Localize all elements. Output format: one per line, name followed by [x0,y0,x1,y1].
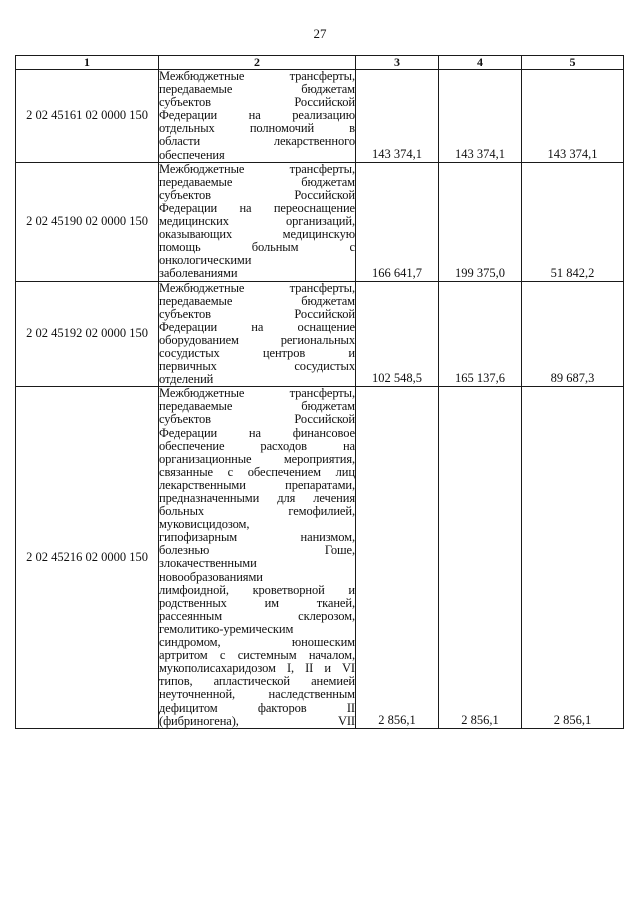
description-line: родственных им тканей, [159,595,355,610]
table-row [16,281,624,387]
amount-v3: 143 374,1 [356,70,439,163]
column-header: 2 [159,56,356,70]
description-line: гемолитико-уремическим [159,621,294,636]
header-row [16,56,624,70]
description-line: муковисцидозом, [159,517,250,532]
transfer-description [159,70,356,163]
amount-v4: 2 856,1 [439,387,522,728]
description-line: лимфоидной, кроветворной и [159,582,355,597]
budget-code: 2 02 45161 02 0000 150 [16,70,159,163]
description-line: организационные мероприятия, [159,451,355,466]
description-line: обеспечение расходов на [159,438,355,453]
description-line: первичных сосудистых [159,359,355,374]
description-line: (фибриногена), VII [159,713,355,728]
column-header: 4 [439,56,522,70]
description-line: мукополисахаридозом I, II и VI [159,661,355,676]
amount-v5: 89 687,3 [522,281,624,387]
description-line: рассеянным склерозом, [159,608,355,623]
budget-table [15,55,624,729]
amount-v3: 102 548,5 [356,281,439,387]
column-header: 5 [522,56,624,70]
description-line: отделений [159,372,214,387]
table-row [16,70,624,163]
description-line: гипофизарным нанизмом, [159,530,355,545]
description-line: лекарственными препаратами, [159,477,355,492]
description-line: онкологическими [159,253,252,268]
transfer-description [159,281,356,387]
amount-v4: 143 374,1 [439,70,522,163]
description-line: неуточненной, наследственным [159,687,355,702]
amount-v3: 2 856,1 [356,387,439,728]
description-line: субъектов Российской [159,95,355,110]
description-line: новообразованиями [159,569,263,584]
description-line: передаваемые бюджетам [159,293,355,308]
description-line: Межбюджетные трансферты, [159,69,355,83]
description-line: обеспечения [159,147,225,162]
description-line: области лекарственного [159,134,355,149]
description-line: Межбюджетные трансферты, [159,161,355,176]
description-line: синдромом, юношеским [159,635,355,650]
description-line: больных гемофилией, [159,504,355,519]
description-line: Межбюджетные трансферты, [159,280,355,295]
amount-v4: 199 375,0 [439,162,522,281]
description-line: оборудованием региональных [159,332,355,347]
description-line: оказывающих медицинскую [159,227,355,242]
description-line: заболеваниями [159,266,238,281]
description-line: отдельных полномочий в [159,121,355,136]
amount-v3: 166 641,7 [356,162,439,281]
column-header: 3 [356,56,439,70]
page-number: 27 [313,26,327,41]
amount-v5: 143 374,1 [522,70,624,163]
budget-code: 2 02 45192 02 0000 150 [16,281,159,387]
description-line: Федерации на финансовое [159,425,355,440]
description-line: Федерации на переоснащение [159,200,355,215]
description-line: передаваемые бюджетам [159,399,355,414]
transfer-description [159,387,356,728]
amount-v5: 51 842,2 [522,162,624,281]
description-line: субъектов Российской [159,187,355,202]
amount-v4: 165 137,6 [439,281,522,387]
description-line: Федерации на реализацию [159,108,355,123]
table-row [16,387,624,728]
description-line: предназначенными для лечения [159,491,355,505]
description-line: субъектов Российской [159,412,355,427]
description-line: Федерации на оснащение [159,319,355,334]
description-line: типов, апластической анемией [159,674,355,689]
budget-code: 2 02 45190 02 0000 150 [16,162,159,281]
description-line: Межбюджетные трансферты, [159,386,355,401]
amount-v5: 2 856,1 [522,387,624,728]
table-row [16,162,624,281]
description-line: связанные с обеспечением лиц [159,464,355,479]
description-line: злокачественными [159,556,257,571]
description-line: помощь больным с [159,240,355,255]
description-line: болезнью Гоше, [159,543,355,558]
transfer-description [159,162,356,281]
description-line: артритом с системным началом, [159,648,355,663]
description-line: дефицитом факторов II [159,700,355,715]
description-line: передаваемые бюджетам [159,82,355,97]
description-line: сосудистых центров и [159,345,355,360]
description-line: медицинских организаций, [159,214,355,229]
column-header: 1 [16,56,159,70]
description-line: субъектов Российской [159,306,355,321]
table-body [16,70,624,729]
budget-code: 2 02 45216 02 0000 150 [16,387,159,728]
description-line: передаваемые бюджетам [159,174,355,189]
